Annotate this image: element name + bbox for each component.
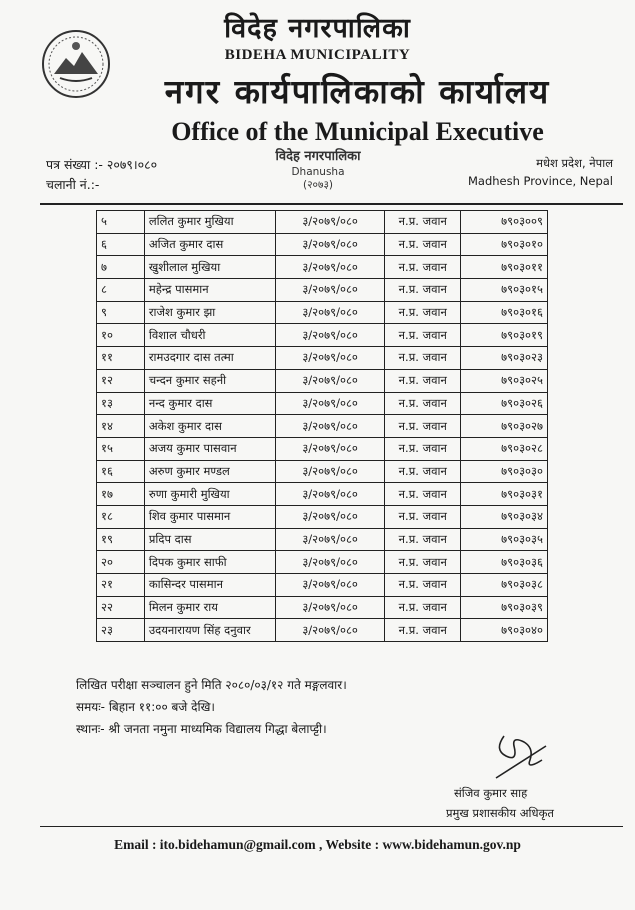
candidate-name-cell: अकेश कुमार दास [144,415,275,438]
candidate-name-cell: चन्दन कुमार सहनी [144,369,275,392]
serial-number-cell: ८ [97,279,145,302]
id-number-cell: ७९०३०२७ [461,415,548,438]
table-row [97,347,548,370]
id-number-cell: ७९०३०३० [461,460,548,483]
roll-number-cell: ३/२०७९/०८० [276,392,385,415]
dispatch-number: चलानी नं.:- [46,177,100,192]
position-cell: न.प्र. जवान [385,574,461,597]
roll-number-cell: ३/२०७९/०८० [276,596,385,619]
position-cell: न.प्र. जवान [385,528,461,551]
candidate-name-cell: अजय कुमार पासवान [144,437,275,460]
office-seal [270,146,366,198]
seal-place: Dhanusha [291,166,345,178]
table-row [97,574,548,597]
table-row [97,256,548,279]
office-name-english: Office of the Municipal Executive [171,117,544,146]
position-cell: न.प्र. जवान [385,369,461,392]
serial-number-cell: ९ [97,301,145,324]
table-row [97,505,548,528]
id-number-cell: ७९०३०१९ [461,324,548,347]
roll-number-cell: ३/२०७९/०८० [276,483,385,506]
candidate-name-cell: अरुण कुमार मण्डल [144,460,275,483]
id-number-cell: ७९०३०३८ [461,574,548,597]
position-cell: न.प्र. जवान [385,233,461,256]
serial-number-cell: १० [97,324,145,347]
candidate-name-cell: रुणा कुमारी मुखिया [144,483,275,506]
id-number-cell: ७९०३०१० [461,233,548,256]
table-row [97,392,548,415]
id-number-cell: ७९०३०३६ [461,551,548,574]
position-cell: न.प्र. जवान [385,256,461,279]
serial-number-cell: १७ [97,483,145,506]
table-row [97,415,548,438]
position-cell: न.प्र. जवान [385,211,461,234]
serial-number-cell: २३ [97,619,145,642]
serial-number-cell: २२ [97,596,145,619]
table-row [97,596,548,619]
position-cell: न.प्र. जवान [385,347,461,370]
candidate-name-cell: खुशीलाल मुखिया [144,256,275,279]
exam-date-note: लिखित परीक्षा सञ्चालन हुने मिति २०८०/०३/१२ गते मङ्गलवार। [76,678,347,692]
municipality-name-english: BIDEHA MUNICIPALITY [224,47,411,63]
office-name-nepali: नगर कार्यपालिकाको कार्यालय [164,72,551,111]
candidate-name-cell: महेन्द्र पासमान [144,279,275,302]
id-number-cell: ७९०३०२६ [461,392,548,415]
roll-number-cell: ३/२०७९/०८० [276,437,385,460]
roll-number-cell: ३/२०७९/०८० [276,574,385,597]
serial-number-cell: १४ [97,415,145,438]
signature-icon [486,726,556,786]
id-number-cell: ७९०३०३९ [461,596,548,619]
candidate-name-cell: विशाल चौधरी [144,324,275,347]
table-row [97,483,548,506]
candidate-name-cell: अजित कुमार दास [144,233,275,256]
roll-number-cell: ३/२०७९/०८० [276,347,385,370]
id-number-cell: ७९०३०३५ [461,528,548,551]
candidate-name-cell: प्रदिप दास [144,528,275,551]
serial-number-cell: २० [97,551,145,574]
roll-number-cell: ३/२०७९/०८० [276,324,385,347]
exam-venue-note: स्थानः- श्री जनता नमुना माध्यमिक विद्यालय गिद्धा बेलाप्ट्टी। [76,722,327,736]
municipality-name-nepali: विदेह नगरपालिका [224,13,411,44]
serial-number-cell: १८ [97,505,145,528]
roll-number-cell: ३/२०७९/०८० [276,415,385,438]
id-number-cell: ७९०३०१५ [461,279,548,302]
candidate-name-cell: ललित कुमार मुखिया [144,211,275,234]
roll-number-cell: ३/२०७९/०८० [276,505,385,528]
position-cell: न.प्र. जवान [385,505,461,528]
serial-number-cell: ११ [97,347,145,370]
table-row [97,279,548,302]
serial-number-cell: १२ [97,369,145,392]
address-english: Madhesh Province, Nepal [467,174,613,188]
table-row [97,551,548,574]
table-row [97,324,548,347]
id-number-cell: ७९०३०३१ [461,483,548,506]
roll-number-cell: ३/२०७९/०८० [276,619,385,642]
seal-year: (२०७३) [302,179,334,191]
roll-number-cell: ३/२०७९/०८० [276,369,385,392]
id-number-cell: ७९०३०४० [461,619,548,642]
candidate-name-cell: शिव कुमार पासमान [144,505,275,528]
candidate-name-cell: कासिन्दर पासमान [144,574,275,597]
address-nepali: मधेश प्रदेश, नेपाल [536,156,613,170]
serial-number-cell: १९ [97,528,145,551]
id-number-cell: ७९०३०२३ [461,347,548,370]
header-divider [40,203,623,205]
signatory-name: संजिव कुमार साह [454,786,528,800]
position-cell: न.प्र. जवान [385,301,461,324]
exam-time-note: समयः- बिहान ११:०० बजे देखि। [76,700,215,714]
position-cell: न.प्र. जवान [385,324,461,347]
candidate-name-cell: रामउदगार दास तत्मा [144,347,275,370]
position-cell: न.प्र. जवान [385,279,461,302]
roll-number-cell: ३/२०७९/०८० [276,460,385,483]
position-cell: न.प्र. जवान [385,551,461,574]
id-number-cell: ७९०३०२५ [461,369,548,392]
serial-number-cell: ६ [97,233,145,256]
table-row [97,211,548,234]
candidate-table [96,210,548,642]
roll-number-cell: ३/२०७९/०८० [276,528,385,551]
roll-number-cell: ३/२०७९/०८० [276,233,385,256]
serial-number-cell: १६ [97,460,145,483]
position-cell: न.प्र. जवान [385,483,461,506]
id-number-cell: ७९०३०२८ [461,437,548,460]
table-row [97,301,548,324]
table-row [97,460,548,483]
position-cell: न.प्र. जवान [385,415,461,438]
table-row [97,233,548,256]
position-cell: न.प्र. जवान [385,460,461,483]
serial-number-cell: २१ [97,574,145,597]
serial-number-cell: १५ [97,437,145,460]
footer-contact: Email : ito.bidehamun@gmail.com , Website : www.bidehamun.gov.np [114,837,521,852]
candidate-name-cell: मिलन कुमार राय [144,596,275,619]
roll-number-cell: ३/२०७९/०८० [276,551,385,574]
roll-number-cell: ३/२०७९/०८० [276,301,385,324]
candidate-name-cell: राजेश कुमार झा [144,301,275,324]
position-cell: न.प्र. जवान [385,437,461,460]
roll-number-cell: ३/२०७९/०८० [276,279,385,302]
table-row [97,619,548,642]
serial-number-cell: ७ [97,256,145,279]
position-cell: न.प्र. जवान [385,392,461,415]
candidate-name-cell: नन्द कुमार दास [144,392,275,415]
id-number-cell: ७९०३०१६ [461,301,548,324]
table-row [97,528,548,551]
signatory-title: प्रमुख प्रशासकीय अधिकृत [446,806,554,820]
id-number-cell: ७९०३००९ [461,211,548,234]
candidate-name-cell: दिपक कुमार साफी [144,551,275,574]
id-number-cell: ७९०३०११ [461,256,548,279]
seal-top-text: विदेह नगरपालिका [275,149,361,164]
table-row [97,369,548,392]
roll-number-cell: ३/२०७९/०८० [276,256,385,279]
table-row [97,437,548,460]
footer-divider [40,826,623,827]
position-cell: न.प्र. जवान [385,619,461,642]
letter-number: पत्र संख्या :- २०७९।०८० [46,157,158,172]
serial-number-cell: ५ [97,211,145,234]
position-cell: न.प्र. जवान [385,596,461,619]
roll-number-cell: ३/२०७९/०८० [276,211,385,234]
serial-number-cell: १३ [97,392,145,415]
id-number-cell: ७९०३०३४ [461,505,548,528]
candidate-name-cell: उदयनारायण सिंह दनुवार [144,619,275,642]
